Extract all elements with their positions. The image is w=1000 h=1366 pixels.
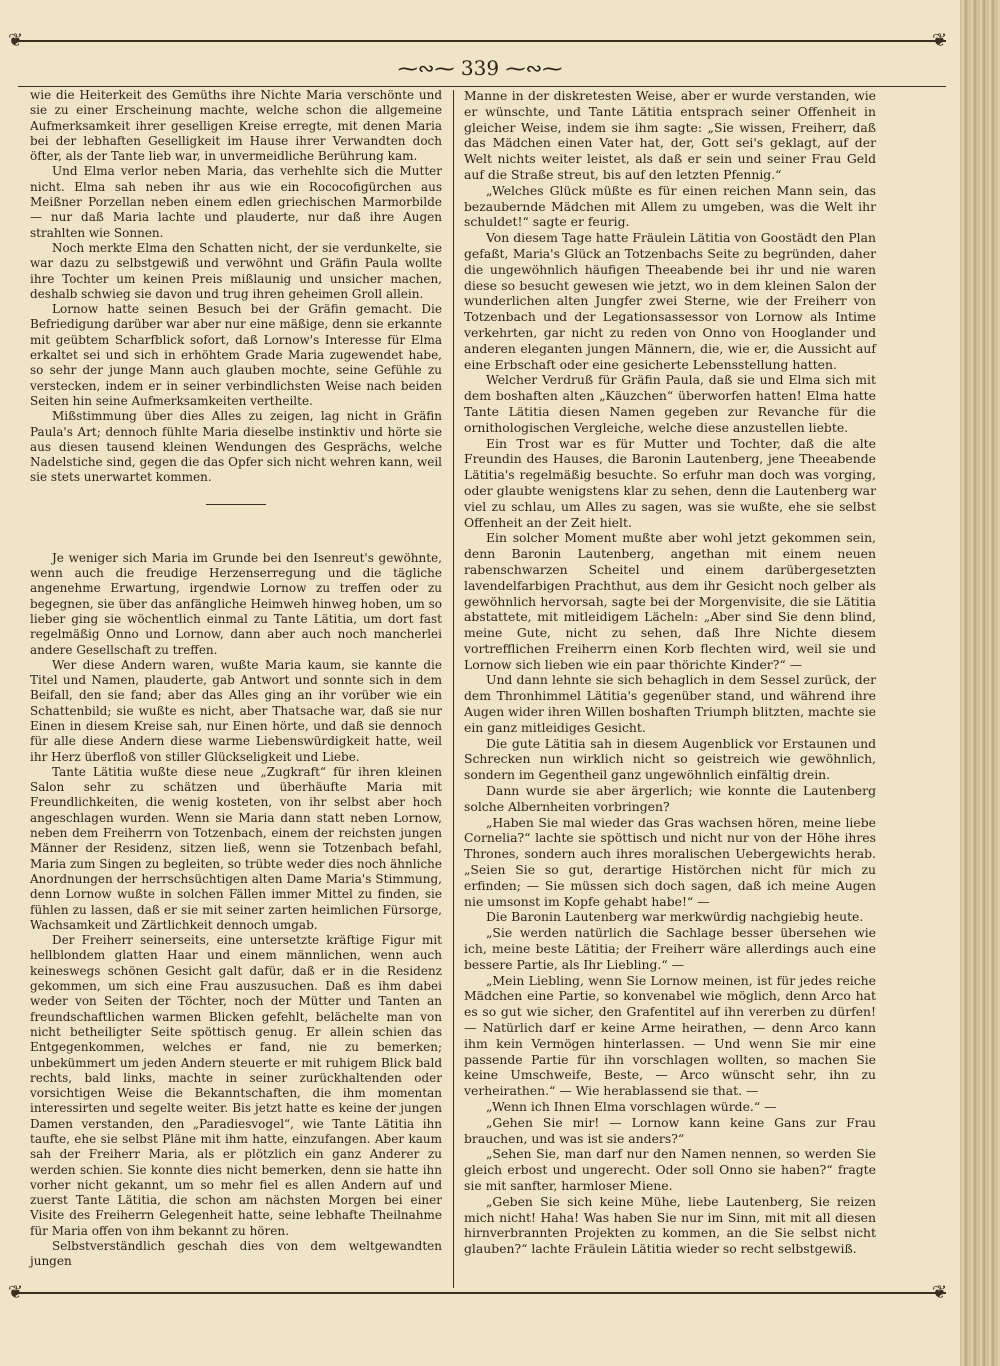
paragraph: Je weniger sich Maria im Grunde bei den Isenreut's gewöhnte, wenn auch die freudige Herzenserregung und die tägliche angenehme Erwartung, irgendwie Lornow zu treffen oder zu begegnen, sie über das anfängliche Heimweh hinweg hoben, um so lieber ging sie wöchentlich einmal zu Tante Lätitia, um dort fast regelmäßig Onno und Lornow, dann aber auch noch mancherlei andere Gesellschaft zu treffen.	[30, 550, 442, 657]
corner-ornament-bottom-left: ❦	[8, 1282, 24, 1303]
page-header	[0, 56, 960, 80]
bottom-border	[18, 1292, 946, 1294]
paragraph: Die Baronin Lautenberg war merkwürdig nachgiebig heute.	[486, 909, 864, 925]
paragraph: „Sie werden natürlich die Sachlage besser übersehen wie ich, meine beste Lätitia; der Freiherr wäre allerdings auch eine bessere Partie, als Ihr Liebling.“ —	[464, 925, 876, 972]
header-rule	[18, 86, 946, 87]
corner-ornament-top-left: ❦	[8, 30, 24, 51]
paragraph: Selbstverständlich geschah dies von dem weltgewandten jungen	[30, 1239, 442, 1269]
paragraph: „Haben Sie mal wieder das Gras wachsen hören, meine liebe Cornelia?“ lachte sie spöttisch und nicht nur von der Höhe ihres Thrones, sondern auch ihres moralischen Uebergewichts herab. „Seien Sie so gut, derartige Histörchen nicht für mich zu erfinden; — Sie müssen sich doch sagen, daß ich meine Augen nie umsonst im Kopfe gehabt habe!“ —	[464, 814, 876, 909]
section-divider	[206, 504, 266, 505]
book-spine-edge	[960, 0, 1000, 1366]
paragraph: Dann wurde sie aber ärgerlich; wie konnte die Lautenberg solche Albernheiten vorbringen?	[464, 783, 876, 814]
paragraph: Von diesem Tage hatte Fräulein Lätitia von Goostädt den Plan gefaßt, Maria's Glück an Totzenbachs Seite zu begründen, daher die ungewöhnlich häufigen Theeabende bei ihr und nie waren diese so besucht gewesen wie jetzt, wo in dem kleinen Salon der wunderlichen alten Jungfer zwei Sterne, wie der Freiherr von Totzenbach und der Legationsassessor von Lornow als Intime verkehrten, gar nicht zu reden von Onno von Hooglander und anderen eleganten jungen Männern, die, wie er, die Aussicht auf eine Erbschaft oder eine gesicherte Lebensstellung hatten.	[464, 230, 876, 372]
paragraph: Noch merkte Elma den Schatten nicht, der sie verdunkelte, sie war dazu zu selbstgewiß und verwöhnt und Gräfin Paula wollte ihre Tochter um keinen Preis mißlaunig und unsicher machen, deshalb schwieg sie davon und trug ihren geheimen Groll allein.	[30, 240, 442, 301]
paragraph: „Geben Sie sich keine Mühe, liebe Lautenberg, Sie reizen mich nicht! Haha! Was haben Sie nur im Sinn, mit mit all diesen hirnverbrannten Projekten zu kommen, an die Sie selbst nicht glauben?“ lachte Fräulein Lätitia wieder so recht selbstgewiß.	[464, 1193, 876, 1257]
paragraph: Die gute Lätitia sah in diesem Augenblick vor Erstaunen und Schrecken nun wirklich nicht so geistreich wie gewöhnlich, sondern im Gegentheil ganz ungewöhnlich einfältig drein.	[464, 735, 876, 783]
corner-ornament-top-right: ❦	[932, 30, 948, 51]
paragraph: Und dann lehnte sie sich behaglich in dem Sessel zurück, der dem Thronhimmel Lätitia's gegenüber stand, und während ihre Augen wider ihren Willen boshaften Triumph blitzten, machte sie ein ganz mitleidiges Gesicht.	[464, 672, 876, 735]
page-number: 339	[460, 56, 500, 80]
flourish-left-icon: ⁓∾⁓	[397, 56, 461, 80]
corner-ornament-bottom-right: ❦	[932, 1282, 948, 1303]
left-column	[30, 88, 442, 1270]
paragraph: Ein solcher Moment mußte aber wohl jetzt gekommen sein, denn Baronin Lautenberg, angethan mit einem neuen rabenschwarzen Scheitel und einem darübergesetzten lavendelfarbigen Prachthut, aus dem ihr Gesicht noch gelber als gewöhnlich hervorsah, sagte bei der Morgenvisite, die sie Lätitia abstattete, mit mitleidigem Lächeln: „Aber sind Sie denn blind, meine Gute, nicht zu sehen, daß Ihre Nichte diesem vortrefflichen Freiherrn einen Korb flechten wird, weil sie und Lornow sich lieben wie ein paar thörichte Kinder?“ —	[464, 530, 876, 672]
paragraph: „Wenn ich Ihnen Elma vorschlagen würde.“ —	[486, 1099, 777, 1114]
paragraph: Der Freiherr seinerseits, eine untersetzte kräftige Figur mit hellblondem glatten Haar und einem männlichen, wenn auch keineswegs schönen Gesicht galt dafür, daß er in die Residenz gekommen, um sich eine Frau auszusuchen. Daß es ihm dabei weder von Seiten der Töchter, noch der Mütter und Tanten an freundschaftlichen warmen Blicken gefehlt, belächelte man von nicht betheiligter Seite spöttisch genug. Er allein schien das Entgegenkommen, welches er fand, nie zu bemerken; unbekümmert um jeden Andern steuerte er mit ruhigem Blick bald rechts, bald links, machte in seiner zurückhaltenden oder vorsichtigen Weise die Bekanntschaften, die ihm momentan interessirten und segelte weiter. Bis jetzt hatte es keine der jungen Damen verstanden, den „Paradiesvogel“, wie Tante Lätitia ihn taufte, ehe sie selbst Pläne mit ihm hatte, einzufangen. Aber kaum sah der Freiherr Maria, als er plötzlich ein ganz Anderer zu werden schien. Sie konnte dies nicht bemerken, denn sie hatte ihn vorher nicht gekannt, um so mehr fiel es allen Andern auf und zuerst Tante Lätitia, die schon am nächsten Morgen bei einer Visite des Freiherrn Gelegenheit hatte, seine lebhafte Theilnahme für Maria offen von ihm bekannt zu hören.	[30, 933, 442, 1238]
paragraph: wie die Heiterkeit des Gemüths ihre Nichte Maria verschönte und sie zu einer Erscheinung machte, welche schon die allgemeine Aufmerksamkeit ihrer geselligen Kreise erregte, mit denen Maria bei der lebhaften Geselligkeit im Hause ihrer Verwandten doch öfter, als der Tante lieb war, in unvermeidliche Berührung kam.	[30, 88, 442, 164]
column-separator	[453, 90, 454, 1288]
paragraph: „Mein Liebling, wenn Sie Lornow meinen, ist für jedes reiche Mädchen eine Partie, so konvenabel wie möglich, denn Arco hat es so gut wie sicher, den Grafentitel auf ihn vererben zu dürfen! — Natürlich darf er keine Arme heirathen, — denn Arco kann ihm kein Vermögen hinterlassen. — Und wenn Sie mir eine passende Partie für ihn vorschlagen wollten, so machen Sie keine Umschweife, Beste, — Arco wünscht sehr, ihn zu verheirathen.“ — Wie herablassend sie that. —	[464, 972, 876, 1099]
paragraph: Welcher Verdruß für Gräfin Paula, daß sie und Elma sich mit dem boshaften alten „Käuzchen“ überworfen hatten! Elma hatte Tante Lätitia diesen Namen gegeben zur Revanche für die ornithologischen Vergleiche, welche diese anzustellen liebte.	[464, 372, 876, 435]
paragraph: Tante Lätitia wußte diese neue „Zugkraft“ für ihren kleinen Salon sehr zu schätzen und überhäufte Maria mit Freundlichkeiten, die wenig kosteten, von ihr selbst aber hoch angeschlagen wurden. Wenn sie Maria dann statt neben Lornow, neben dem Freiherrn von Totzenbach, einem der reichsten jungen Männer der Residenz, sitzen ließ, wenn sie Totzenbach befahl, Maria zum Singen zu begleiten, so trübte weder dies noch ähnliche Anordnungen der herrschsüchtigen alten Dame Maria's Stimmung, denn Lornow wußte in solchen Fällen immer Mittel zu finden, sie fühlen zu lassen, daß er sie mit seiner zarten heimlichen Fürsorge, Wachsamkeit und Zärtlichkeit dennoch umgab.	[30, 764, 442, 932]
paragraph: Mißstimmung über dies Alles zu zeigen, lag nicht in Gräfin Paula's Art; dennoch fühlte Maria dieselbe instinktiv und hörte sie aus diesen tausend kleinen Wendungen des Gesprächs, welche Nadelstiche sind, gegen die das Opfer sich nicht wehren kann, weil sie stets unerwartet kommen.	[30, 409, 442, 485]
paragraph: „Gehen Sie mir! — Lornow kann keine Gans zur Frau brauchen, und was ist sie anders?“	[464, 1114, 876, 1146]
paragraph: „Welches Glück müßte es für einen reichen Mann sein, das bezaubernde Mädchen mit Allem zu umgeben, was die Welt ihr schuldet!“ sagte er feurig.	[464, 182, 876, 230]
paragraph: Und Elma verlor neben Maria, das verhehlte sich die Mutter nicht. Elma sah neben ihr aus wie ein Rococofigürchen aus Meißner Porzellan neben einem edlen griechischen Marmorbilde — nur daß Maria lachte und plauderte, nur daß ihre Augen strahlten wie Sonnen.	[30, 164, 442, 240]
flourish-right-icon: ⁓∾⁓	[505, 56, 563, 80]
right-column	[464, 88, 876, 1257]
paragraph: „Sehen Sie, man darf nur den Namen nennen, so werden Sie gleich erbost und ungerecht. Oder soll Onno sie haben?“ fragte sie mit sanfter, harmloser Miene.	[464, 1146, 876, 1193]
paragraph: Lornow hatte seinen Besuch bei der Gräfin gemacht. Die Befriedigung darüber war aber nur eine mäßige, denn sie erkannte mit geübtem Scharfblick sofort, daß Lornow's Interesse für Elma erkaltet sei und sich in erhöhtem Grade Maria zugewendet habe, so sehr der junge Mann auch glauben mochte, seine Gefühle zu verstecken, indem er in seiner verbindlichsten Weise nach beiden Seiten hin seine Aufmerksamkeiten vertheilte.	[30, 302, 442, 408]
paragraph: Manne in der diskretesten Weise, aber er wurde verstanden, wie er wünschte, und Tante Lätitia entsprach seiner Offenheit in gleicher Weise, indem sie ihm sagte: „Sie wissen, Freiherr, daß das Mädchen einen Vater hat, der, Gott sei's geklagt, auf der Welt nichts weiter leistet, als daß er sein und seiner Frau Geld auf die Straße streut, bis auf den letzten Pfennig.“	[464, 88, 876, 182]
paragraph: Wer diese Andern waren, wußte Maria kaum, sie kannte die Titel und Namen, plauderte, gab Antwort und sonnte sich in dem Beifall, den sie fand; aber das Alles ging an ihr vorüber wie ein Schattenbild; sie wußte es nicht, aber Thatsache war, daß sie nur Einen in diesem Kreise sah, nur Einen hörte, und daß sie dennoch für alle diese Andern diese warme Liebenswürdigkeit hatte, weil ihr Herz überfloß von stiller Glückseligkeit und Liebe.	[30, 657, 442, 764]
paragraph: Ein Trost war es für Mutter und Tochter, daß die alte Freundin des Hauses, die Baronin Lautenberg, jene Theeabende Lätitia's regelmäßig besuchte. So erfuhr man doch was vorging, oder glaubte wenigstens klar zu sehen, denn die Lautenberg war viel zu schlau, um Alles zu sagen, was sie wußte, ehe sie selbst Offenheit an der Zeit hielt.	[464, 435, 876, 530]
top-border	[18, 40, 946, 42]
